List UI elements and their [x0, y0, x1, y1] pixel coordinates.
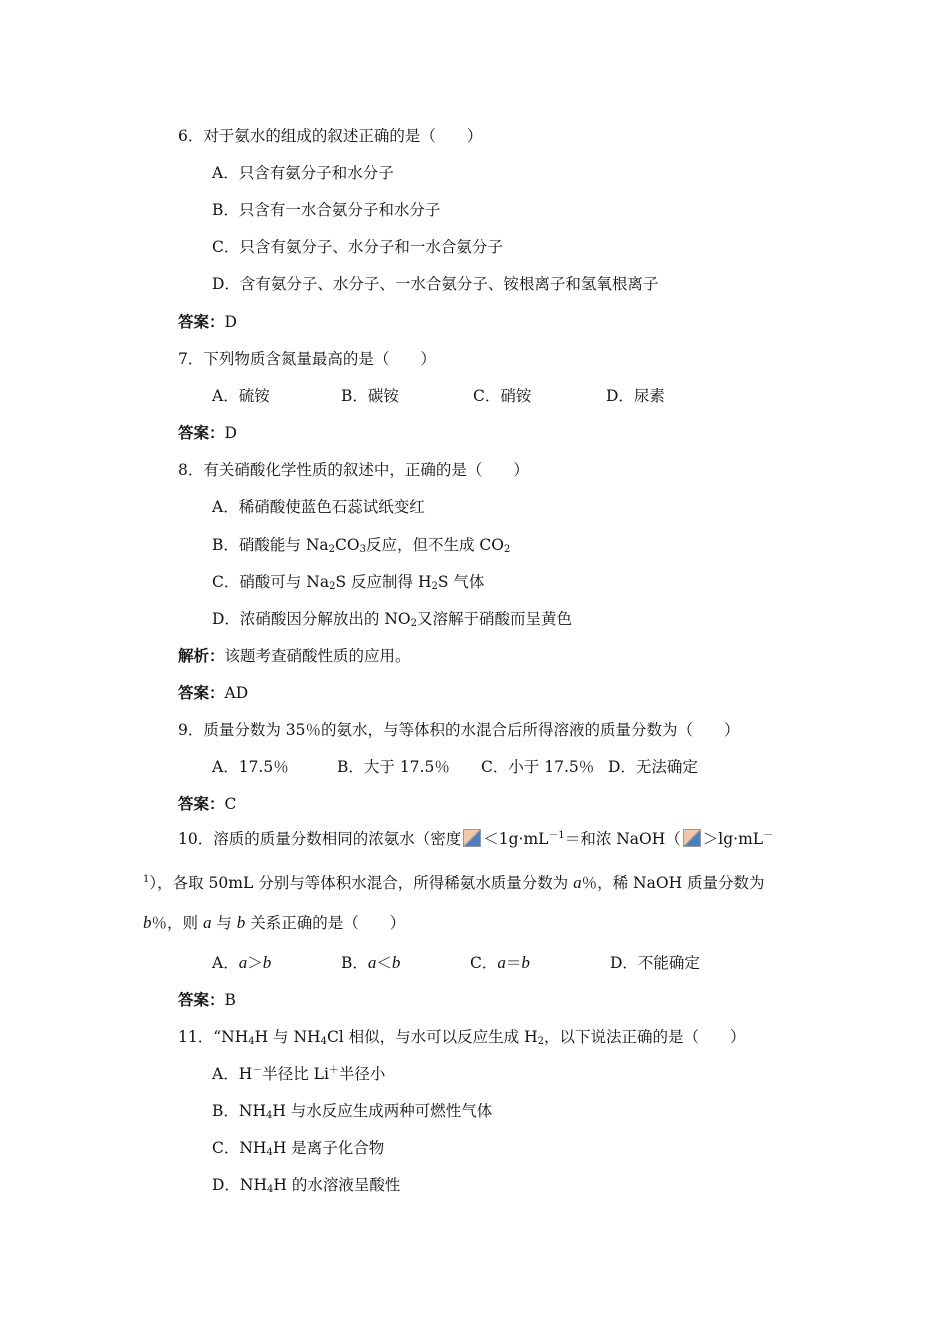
q6-option-a: A．只含有氨分子和水分子 — [212, 164, 394, 182]
q11-option-a: A．H－半径比 Li＋半径小 — [212, 1065, 386, 1083]
density-image-icon — [683, 829, 701, 847]
q8-option-d: D．浓硝酸因分解放出的 $NO_2$又溶解于硝酸而呈黄色 — [212, 610, 573, 629]
q7-option-a: A．硫铵 — [212, 387, 270, 405]
q10-option-c: C．a＝b — [470, 953, 530, 972]
q7-stem: 7．下列物质含氮量最高的是（ ） — [178, 350, 436, 368]
q6-option-b: B．只含有一水合氨分子和水分子 — [212, 201, 441, 219]
q11-option-c: C．$NH_4H$ 是离子化合物 — [212, 1139, 385, 1158]
q6-option-c: C．只含有氨分子、水分子和一水合氨分子 — [212, 238, 503, 256]
q7-option-c: C．硝铵 — [473, 387, 532, 405]
q6-option-d: D．含有氨分子、水分子、一水合氨分子、铵根离子和氢氧根离子 — [212, 275, 659, 293]
density-image-icon — [463, 829, 481, 847]
q10-option-b: B．a＜b — [341, 953, 401, 972]
q10-stem-line-3: b％，则 a 与 b 关系正确的是（ ） — [143, 913, 406, 932]
q9-option-b: B．大于 17.5％ — [337, 758, 450, 776]
q8-option-c: C．硝酸可与 $Na_2S$ 反应制得 $H_2S$ 气体 — [212, 573, 485, 592]
q9-option-d: D．无法确定 — [608, 758, 698, 776]
q8-option-b: B．硝酸能与 $Na_2CO_3$反应，但不生成 $CO_2$ — [212, 536, 511, 555]
q10-stem-line-2: $^1$），各取 50mL 分别与等体积水混合，所得稀氨水质量分数为 a％，稀 NaOH 质量分数为 — [143, 873, 765, 892]
q8-option-a: A．稀硝酸使蓝色石蕊试纸变红 — [212, 498, 425, 516]
q11-option-d: D．$NH_4H$ 的水溶液呈酸性 — [212, 1176, 401, 1195]
q7-answer: 答案：D — [178, 423, 237, 442]
q6-answer: 答案：D — [178, 312, 237, 331]
q7-option-d: D．尿素 — [606, 387, 665, 405]
q9-answer: 答案：C — [178, 794, 237, 813]
q9-option-a: A．17.5％ — [212, 758, 289, 776]
q10-stem-line-1: 10．溶质的质量分数相同的浓氨水（密度 $<1g\cdot mL^{-1}=$和浓 NaOH（ ＞lg·mL－ — [178, 830, 774, 848]
q8-answer: 答案：AD — [178, 683, 249, 702]
q8-analysis: 解析：该题考查硝酸性质的应用。 — [178, 646, 411, 665]
q7-option-b: B．碳铵 — [341, 387, 399, 405]
q11-option-b: B．$NH_4H$ 与水反应生成两种可燃性气体 — [212, 1102, 493, 1121]
q10-answer: 答案：B — [178, 990, 236, 1009]
q10-option-d: D．不能确定 — [610, 954, 700, 972]
q8-stem: 8．有关硝酸化学性质的叙述中，正确的是（ ） — [178, 461, 529, 479]
q9-stem: 9．质量分数为 35％的氨水，与等体积的水混合后所得溶液的质量分数为（ ） — [178, 721, 740, 739]
q9-option-c: C．小于 17.5％ — [481, 758, 595, 776]
q11-stem: 11．“$NH_4H$ 与 $NH_4Cl$ 相似，与水可以反应生成 $H_2$，以下说法正确的是（ ） — [178, 1028, 746, 1047]
q10-option-a: A．a＞b — [212, 953, 272, 972]
q6-stem: 6．对于氨水的组成的叙述正确的是（ ） — [178, 127, 483, 145]
